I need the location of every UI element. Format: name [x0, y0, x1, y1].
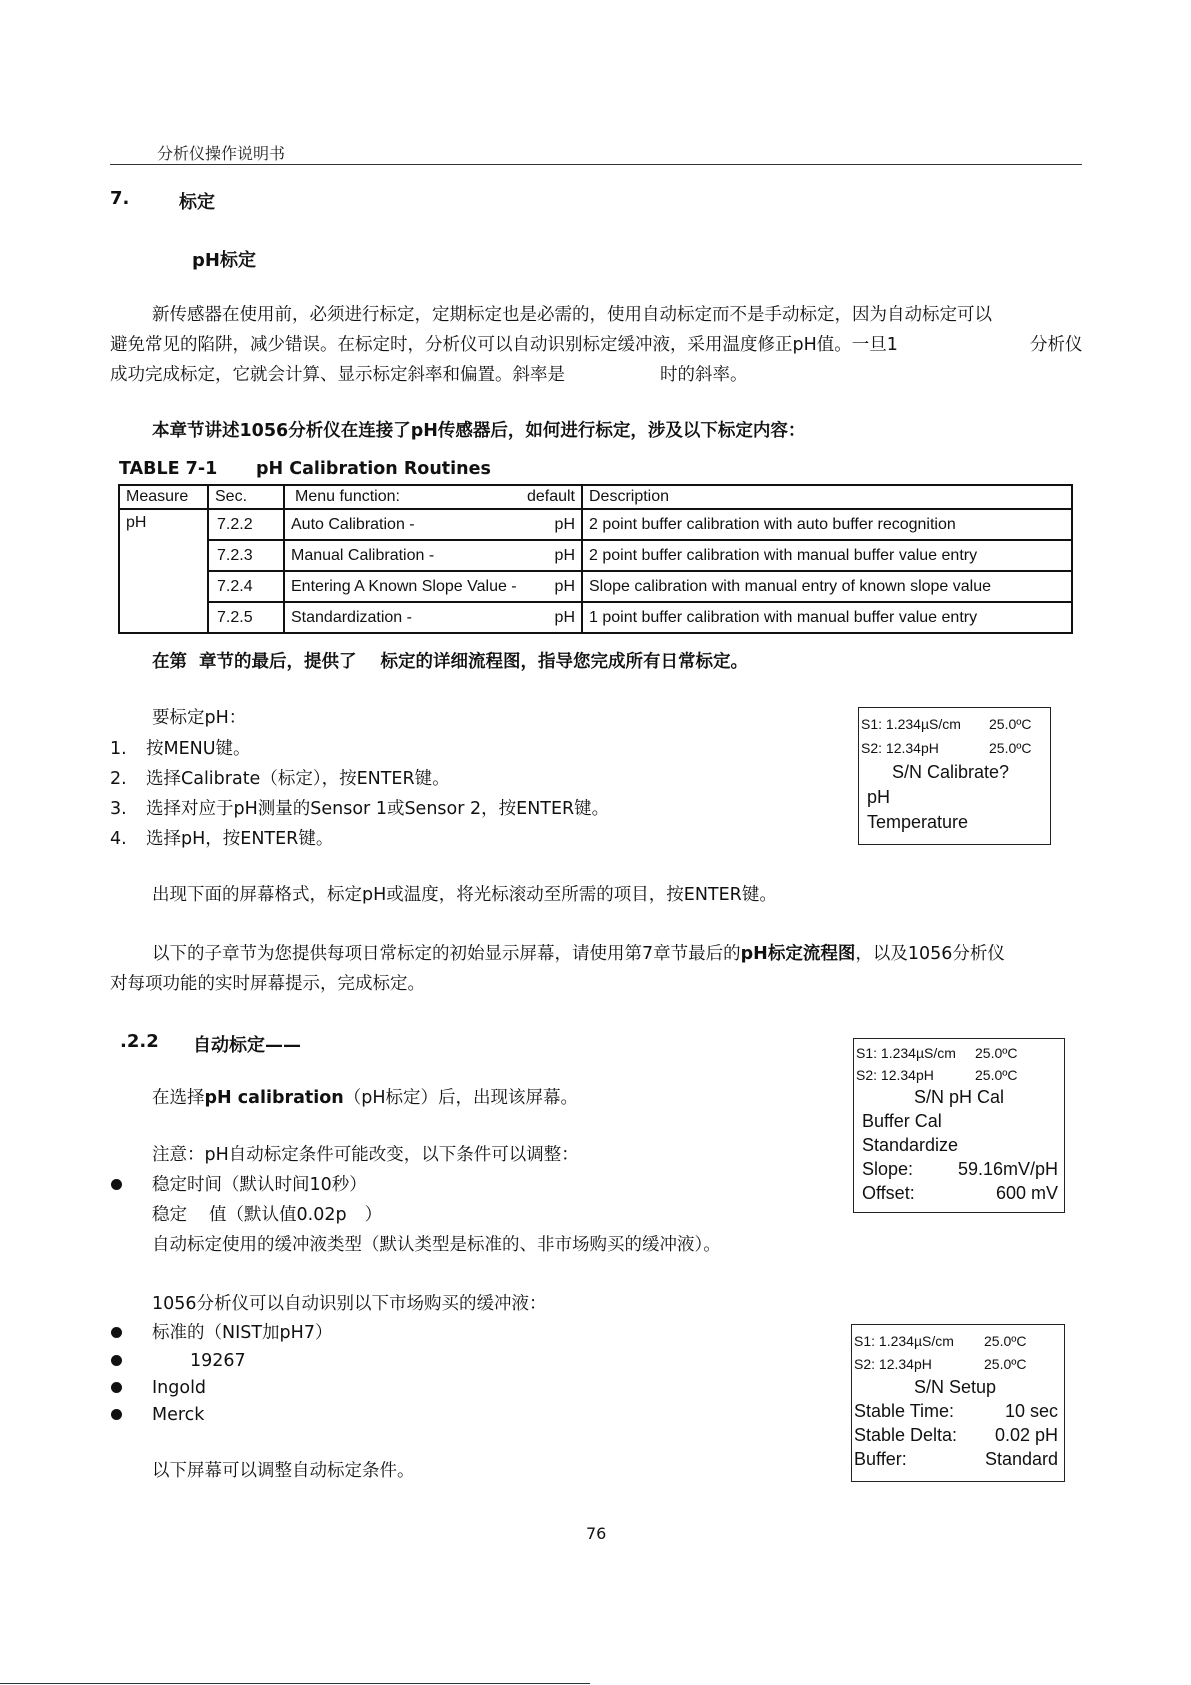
page-number: 76 [586, 1524, 607, 1543]
menu-default: pH [554, 546, 575, 564]
sub-note-line-1 [152, 939, 1005, 969]
buffer-item: Merck [152, 1405, 205, 1425]
lcd-screen-ph-cal [853, 1038, 1065, 1213]
menu-default: pH [554, 608, 575, 626]
menu-default: pH [554, 515, 575, 533]
menu-cell [284, 571, 582, 602]
buffer-item: 19267 [190, 1351, 246, 1371]
step-number: 2. [110, 769, 127, 789]
condition-stable-delta [152, 1200, 382, 1230]
sec722-title: 自动标定—— [193, 1035, 301, 1056]
sec-cell: 7.2.2 [208, 509, 284, 540]
after-select-note [152, 1083, 578, 1113]
header-description: Description [582, 485, 1072, 509]
lcd-stable-time-value: 10 sec [1004, 1401, 1058, 1421]
buffers-intro: 1056分析仪可以自动识别以下市场购买的缓冲液： [152, 1294, 547, 1314]
description-cell: 2 point buffer calibration with auto buffer recognition [582, 509, 1072, 540]
flow-note [152, 647, 748, 677]
buffer-item: 标准的（NIST加pH7） [152, 1323, 333, 1343]
intro-line-3-end: 时的斜率。 [660, 365, 748, 385]
after-select-c: （pH标定）后，出现该屏幕。 [343, 1088, 579, 1108]
bottom-rule [0, 1683, 590, 1684]
lcd-slope-label: Slope: [862, 1159, 914, 1179]
lcd-offset-label: Offset: [862, 1183, 915, 1203]
sub-note-c: ，以及1056分析仪 [855, 944, 1005, 964]
lcd-option-ph: pH [867, 787, 891, 807]
menu-function: Manual Calibration - [291, 546, 435, 564]
menu-default: pH [554, 577, 575, 595]
subsection-title: pH标定 [192, 250, 256, 271]
description-cell: 1 point buffer calibration with manual buffer value entry [582, 602, 1072, 633]
condition-stable-time: 稳定时间（默认时间10秒） [152, 1175, 367, 1195]
table-caption-title: pH Calibration Routines [256, 459, 491, 479]
bullet [111, 1382, 122, 1393]
sec-cell: 7.2.5 [208, 602, 284, 633]
table-row [119, 540, 1072, 571]
lcd-s1-temp: 25.0ºC [989, 716, 1032, 732]
table-row [119, 509, 1072, 540]
lcd-stable-delta-label: Stable Delta: [854, 1425, 958, 1445]
closing-note: 以下屏幕可以调整自动标定条件。 [152, 1461, 415, 1481]
lcd-stable-time-label: Stable Time: [854, 1401, 955, 1421]
lcd-title: S/N pH Cal [914, 1087, 1005, 1107]
lcd-s1-reading: S1: 1.234µS/cm [856, 1045, 956, 1061]
bullet [111, 1327, 122, 1338]
lcd-offset-value: 600 mV [995, 1183, 1058, 1203]
step-text: 按MENU键。 [146, 739, 251, 759]
screen-note: 出现下面的屏幕格式，标定pH或温度，将光标滚动至所需的项目，按ENTER键。 [152, 885, 777, 905]
sub-note-line-2: 对每项功能的实时屏幕提示，完成标定。 [110, 974, 425, 994]
condition-c2b: 值（默认值0.02p [209, 1205, 347, 1225]
lcd-option-temperature: Temperature [867, 812, 969, 832]
intro-line-2: 避免常见的陷阱，减少错误。在标定时，分析仪可以自动识别标定缓冲液，采用温度修正pH值。一旦1 [110, 335, 898, 355]
lcd-s1-temp: 25.0ºC [984, 1333, 1027, 1349]
after-select-a: 在选择 [152, 1088, 205, 1108]
measure-cell: pH [119, 509, 208, 633]
menu-cell [284, 509, 582, 540]
sec-cell: 7.2.3 [208, 540, 284, 571]
condition-c2a: 稳定 [152, 1205, 187, 1225]
table-row [119, 571, 1072, 602]
lcd-s2-reading: S2: 12.34pH [856, 1067, 934, 1083]
description-cell: Slope calibration with manual entry of known slope value [582, 571, 1072, 602]
lcd-slope-value: 59.16mV/pH [957, 1159, 1058, 1179]
lcd-s2-temp: 25.0ºC [984, 1356, 1027, 1372]
step-text: 选择对应于pH测量的Sensor 1或Sensor 2，按ENTER键。 [146, 799, 610, 819]
lcd-option-buffer-cal: Buffer Cal [862, 1111, 942, 1131]
flow-note-a: 在第 [152, 652, 187, 672]
table-header-row [119, 485, 1072, 509]
buffer-item: Ingold [152, 1378, 207, 1398]
intro-line-1: 新传感器在使用前，必须进行标定，定期标定也是必需的，使用自动标定而不是手动标定，因为自动标定可以 [152, 305, 992, 325]
lcd-s2-temp: 25.0ºC [975, 1067, 1018, 1083]
chapter-note: 本章节讲述1056分析仪在连接了pH传感器后，如何进行标定，涉及以下标定内容： [152, 421, 806, 441]
step-number: 1. [110, 739, 127, 759]
step-text: 选择Calibrate（标定），按ENTER键。 [146, 769, 450, 789]
lcd-buffer-label: Buffer: [854, 1449, 907, 1469]
lcd-buffer-value: Standard [984, 1449, 1058, 1469]
lcd-s2-reading: S2: 12.34pH [861, 740, 939, 756]
menu-function: Entering A Known Slope Value - [291, 577, 517, 595]
intro-line-3: 成功完成标定，它就会计算、显示标定斜率和偏置。斜率是 [110, 365, 565, 385]
menu-cell [284, 540, 582, 571]
document-header: 分析仪操作说明书 [157, 144, 286, 163]
table-caption-id: TABLE 7-1 [119, 459, 218, 479]
bullet [111, 1409, 122, 1420]
table-row [119, 602, 1072, 633]
section-number: 7. [110, 188, 130, 209]
lcd-s1-temp: 25.0ºC [975, 1045, 1018, 1061]
table-caption [119, 459, 491, 479]
header-menu-function [284, 485, 582, 509]
lcd-screen-setup [851, 1324, 1065, 1482]
notice: 注意：pH自动标定条件可能改变，以下条件可以调整： [152, 1145, 579, 1165]
header-measure: Measure [119, 485, 208, 509]
lcd-s1-reading: S1: 1.234µS/cm [861, 716, 961, 732]
lcd-title: S/N Calibrate? [892, 762, 1010, 782]
header-sec: Sec. [208, 485, 284, 509]
sub-note-b: pH标定流程图 [740, 944, 856, 964]
lcd-title: S/N Setup [914, 1377, 997, 1397]
steps-intro: 要标定pH： [152, 708, 247, 728]
lcd-s2-reading: S2: 12.34pH [854, 1356, 932, 1372]
menu-function: Standardization - [291, 608, 412, 626]
lcd-stable-delta-value: 0.02 pH [994, 1425, 1058, 1445]
section-title: 标定 [179, 192, 215, 213]
sec-cell: 7.2.4 [208, 571, 284, 602]
calibration-routines-table [118, 484, 1073, 634]
bullet [111, 1355, 122, 1366]
lcd-screen-calibrate [858, 707, 1051, 845]
menu-cell [284, 602, 582, 633]
sec722-number: .2.2 [120, 1031, 159, 1052]
header-menu-label: Menu function: [295, 488, 400, 505]
header-default-label: default [526, 488, 575, 505]
lcd-option-standardize: Standardize [862, 1135, 959, 1155]
step-number: 4. [110, 829, 127, 849]
after-select-b: pH calibration [204, 1088, 344, 1108]
description-cell: 2 point buffer calibration with manual buffer value entry [582, 540, 1072, 571]
intro-line-2-end: 分析仪 [1030, 335, 1083, 355]
sub-note-a: 以下的子章节为您提供每项日常标定的初始显示屏幕，请使用第7章节最后的 [152, 944, 741, 964]
bullet [111, 1179, 122, 1190]
lcd-s2-temp: 25.0ºC [989, 740, 1032, 756]
step-number: 3. [110, 799, 127, 819]
condition-c2c: ） [364, 1205, 383, 1225]
step-text: 选择pH，按ENTER键。 [146, 829, 334, 849]
lcd-s1-reading: S1: 1.234µS/cm [854, 1333, 954, 1349]
menu-function: Auto Calibration - [291, 515, 415, 533]
flow-note-c: 标定的详细流程图，指导您完成所有日常标定。 [380, 652, 748, 672]
condition-buffer-type: 自动标定使用的缓冲液类型（默认类型是标准的、非市场购买的缓冲液）。 [152, 1235, 721, 1255]
header-rule [110, 164, 1082, 165]
flow-note-b: 章节的最后，提供了 [199, 652, 357, 672]
